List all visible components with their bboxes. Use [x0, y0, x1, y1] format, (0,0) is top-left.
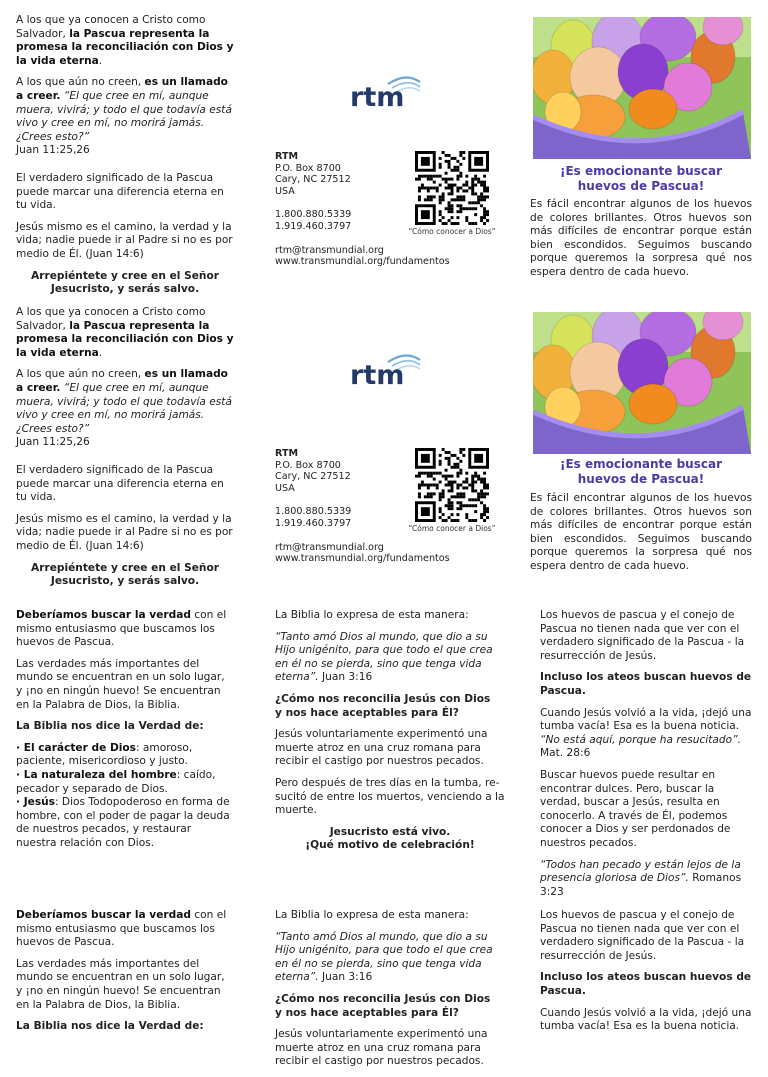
- bible-p2: Jesús voluntariamente experimentó una muerte atroz en una cruz romana para recibir el castigo por nuestros pecados.: [275, 1028, 488, 1068]
- address-line: Cary, NC 27512: [275, 174, 351, 186]
- website-link[interactable]: www.transmundial.org/fundamentos: [275, 256, 450, 268]
- truth-p3: La Biblia nos dice la Verdad de:: [16, 720, 204, 733]
- bible-quote: “Tanto amó Dios al mundo, que dio a su Hijo unigénito, para que todo el que crea en él no se pierda, sino que tenga vida eterna”. Juan 3:16: [275, 930, 493, 984]
- call-text: A los que aún no creen, es un llamado a creer. “El que cree en mí, aunque muera, vivirá; y todo el que todavía está vivo y cree en mí, no morirá jamás. ¿Crees esto?” Juan 11:25,26: [16, 368, 232, 449]
- svg-text:rtm: rtm: [350, 82, 405, 112]
- atheists-p2: Cuando Jesús volvió a la vida, ¡dejó una tumba vacía! Esa es la buena noticia. “No está aquí, porque ha resucitado”. Mat. 28:6: [540, 706, 752, 760]
- truth-p1: Deberíamos buscar la verdad con el mismo entusiasmo que buscamos los huevos de Pascua.: [16, 909, 227, 949]
- qr-caption: “Cómo conocer a Dios”: [408, 227, 496, 236]
- atheists-title: Incluso los ateos buscan huevos de Pascua.: [540, 671, 752, 697]
- address-line: USA: [275, 185, 295, 197]
- easter-egg-basket-photo: [533, 312, 751, 454]
- phone[interactable]: 1.800.880.5339: [275, 209, 352, 221]
- phone[interactable]: 1.919.460.3797: [275, 517, 352, 529]
- intro-text: A los que ya conocen a Cristo como Salvador, la Pascua representa la promesa la reconciliación con Dios y la vida eterna.: [16, 14, 234, 67]
- rtm-logo-icon: [348, 348, 422, 390]
- email-link[interactable]: rtm@transmundial.org: [275, 541, 384, 553]
- address-line: Cary, NC 27512: [275, 471, 351, 483]
- qr-code-icon[interactable]: [415, 151, 489, 225]
- atheists-p1: Los huevos de pascua y el conejo de Pascua no tienen nada que ver con el verdadero significado de la Pascua - la resurrección de Jesús.: [540, 909, 745, 962]
- bible-alive: Jesucristo está vivo. ¡Qué motivo de celebración!: [305, 825, 475, 852]
- atheists-p1: Los huevos de pascua y el conejo de Pascua no tienen nada que ver con el verdadero significado de la Pascua - la resurrección de Jesús.: [540, 609, 745, 662]
- panel-atheists-2: [540, 909, 752, 1042]
- panel-bible-2: [275, 909, 505, 1077]
- truth-p1: Deberíamos buscar la verdad con el mismo entusiasmo que buscamos los huevos de Pascua.: [16, 609, 227, 649]
- truth-item: · El carácter de Dios: amoroso, paciente, misericordioso y justo.: [16, 741, 193, 768]
- panel-truth-1: [16, 609, 234, 851]
- bible-p1: La Biblia lo expresa de esta manera:: [275, 609, 469, 621]
- svg-text:rtm: rtm: [350, 360, 405, 390]
- email-link[interactable]: rtm@transmundial.org: [275, 244, 384, 256]
- rtm-logo-icon: [348, 70, 422, 112]
- phone[interactable]: 1.800.880.5339: [275, 506, 352, 518]
- bible-quote: “Tanto amó Dios al mundo, que dio a su Hijo unigénito, para que todo el que crea en él no se pierda, sino que tenga vida eterna”. Juan 3:16: [275, 630, 493, 684]
- org-name: RTM: [275, 151, 299, 162]
- panel-atheists-1: [540, 609, 752, 907]
- eggs-heading: ¡Es emocionante buscar huevos de Pascua!: [560, 457, 722, 486]
- bible-p2: Jesús voluntariamente experimentó una muerte atroz en una cruz romana para recibir el castigo por nuestros pecados.: [275, 728, 488, 768]
- bible-question: ¿Cómo nos reconcilia Jesús con Dios y nos hace aceptables para Él?: [275, 692, 491, 719]
- repent-text: Arrepiéntete y cree en el Señor Jesucristo, y serás salvo.: [31, 269, 219, 296]
- website-link[interactable]: www.transmundial.org/fundamentos: [275, 553, 450, 565]
- call-text: A los que aún no creen, es un llamado a creer. “El que cree en mí, aunque muera, vivirá; y todo el que todavía está vivo y cree en mí, no morirá jamás. ¿Crees esto?” Juan 11:25,26: [16, 76, 232, 157]
- easter-egg-basket-photo: [533, 17, 751, 159]
- atheists-q3: “Todos han pecado y están lejos de la presencia gloriosa de Dios”. Romanos 3:23: [540, 858, 742, 898]
- qr-caption: “Cómo conocer a Dios”: [408, 524, 496, 533]
- truth-p2: Las verdades más importantes del mundo se encuentran en un solo lugar, y ¡no en ningún huevo! Se encuentran en la Palabra de Dios, la Biblia.: [16, 957, 225, 1011]
- phone[interactable]: 1.919.460.3797: [275, 220, 352, 232]
- address-line: P.O. Box 8700: [275, 162, 341, 174]
- truth-item: · La naturaleza del hombre: caído, pecador y separado de Dios.: [16, 768, 216, 795]
- bible-p3: Pero después de tres días en la tumba, re-sucitó de entre los muertos, venciendo a la muerte.: [275, 776, 505, 817]
- org-name: RTM: [275, 448, 299, 459]
- way-text: Jesús mismo es el camino, la verdad y la vida; nadie puede ir al Padre si no es por medio de Él. (Juan 14:6): [16, 220, 233, 260]
- way-text: Jesús mismo es el camino, la verdad y la vida; nadie puede ir al Padre si no es por medio de Él. (Juan 14:6): [16, 512, 233, 552]
- meaning-text: El verdadero significado de la Pascua puede marcar una diferencia eterna en tu vida.: [16, 463, 224, 504]
- atheists-title: Incluso los ateos buscan huevos de Pascua.: [540, 971, 752, 997]
- panel-bible-1: [275, 609, 505, 861]
- address-line: USA: [275, 482, 295, 494]
- truth-p2: Las verdades más importantes del mundo se encuentran en un solo lugar, y ¡no en ningún huevo! Se encuentran en la Palabra de Dios, la Biblia.: [16, 657, 225, 711]
- panel-truth-2: [16, 909, 234, 1042]
- eggs-body: Es fácil encontrar algunos de los huevos de colores brillantes. Otros huevos son más difíciles de encontrar porque están bien escondidos. Seguimos buscando porque queremos la sorpresa qué nos espera dentro de cada huevo.: [530, 492, 752, 572]
- eggs-heading: ¡Es emocionante buscar huevos de Pascua!: [560, 164, 722, 193]
- atheists-p2: Cuando Jesús volvió a la vida, ¡dejó una tumba vacía! Esa es la buena noticia.: [540, 1006, 752, 1033]
- bible-p1: La Biblia lo expresa de esta manera:: [275, 909, 469, 921]
- address-line: P.O. Box 8700: [275, 459, 341, 471]
- intro-text: A los que ya conocen a Cristo como Salvador, la Pascua representa la promesa la reconciliación con Dios y la vida eterna.: [16, 306, 234, 359]
- bible-question: ¿Cómo nos reconcilia Jesús con Dios y nos hace aceptables para Él?: [275, 992, 491, 1019]
- truth-p3: La Biblia nos dice la Verdad de:: [16, 1020, 204, 1033]
- repent-text: Arrepiéntete y cree en el Señor Jesucristo, y serás salvo.: [31, 561, 219, 588]
- qr-code-icon[interactable]: [415, 448, 489, 522]
- panel-intro-1: [16, 14, 234, 305]
- panel-intro-2: [16, 306, 234, 597]
- truth-item: · Jesús: Dios Todopoderoso en forma de hombre, con el poder de pagar la deuda de nuestros pecados, y restaurar nuestra relación con Dios.: [16, 796, 230, 849]
- atheists-p3: Buscar huevos puede resultar en encontrar dulces. Pero, buscar la verdad, buscar a Jesús, resulta en conocerlo. A través de Él, podemos conocer a Dios y ser perdonados de nuestros pecados.: [540, 768, 731, 849]
- eggs-body: Es fácil encontrar algunos de los huevos de colores brillantes. Otros huevos son más difíciles de encontrar porque están bien escondidos. Seguimos buscando porque queremos la sorpresa qué nos espera dentro de cada huevo.: [530, 198, 752, 278]
- meaning-text: El verdadero significado de la Pascua puede marcar una diferencia eterna en tu vida.: [16, 171, 224, 212]
